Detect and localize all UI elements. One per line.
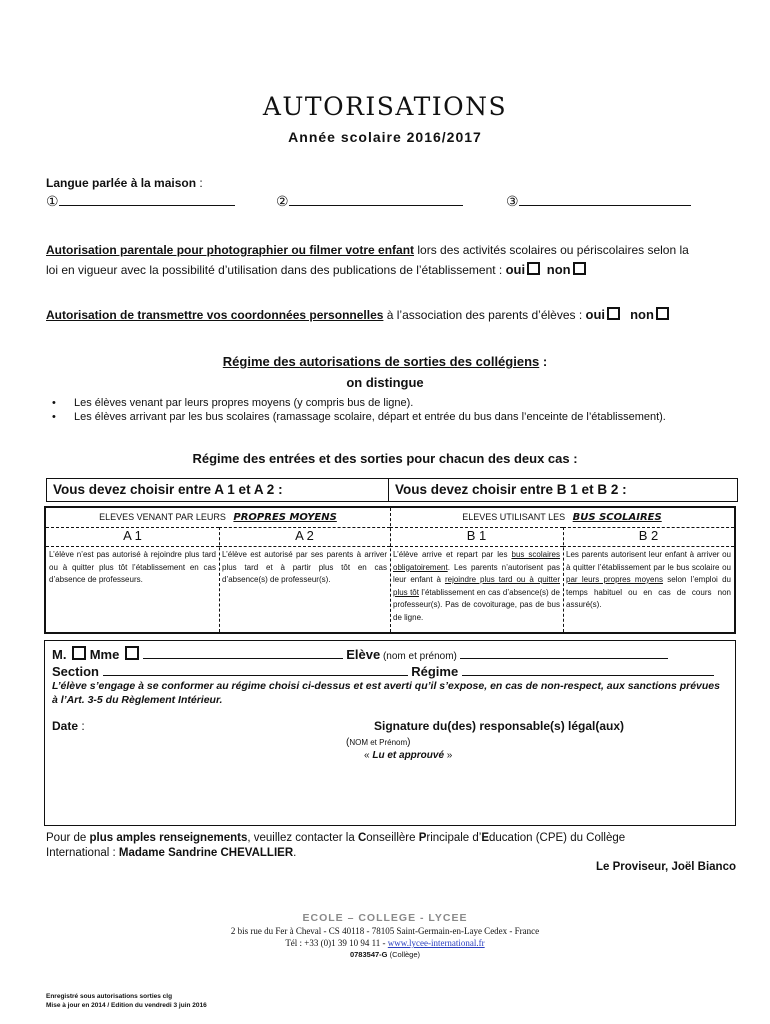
coord-text: à l’association des parents d’élèves :: [383, 308, 586, 322]
photo-non-checkbox[interactable]: [573, 262, 586, 275]
regime-title-row: [0, 354, 770, 369]
langue-row: [46, 176, 203, 190]
list-item: • Les élèves arrivant par les bus scolaires (ramassage scolaire, départ et entrée du bus dans l’enceinte de l’établissement).: [46, 411, 736, 425]
engagement-text: L’élève s’engage à se conformer au régime choisi ci-dessus et est averti qu’il s’expose, en cas de non-respect, aux sanctions prévues à l’Art. 3-5 du Règlement Intérieur.: [52, 680, 720, 706]
date-label: Date: [52, 719, 79, 733]
school-name: ECOLE – COLLEGE - LYCEE: [302, 912, 468, 924]
regime-field[interactable]: [462, 664, 714, 676]
mme-checkbox[interactable]: [125, 646, 139, 660]
m-checkbox[interactable]: [72, 646, 86, 660]
option-b2-text: Les parents autorisent leur enfant à arriver ou à quitter l’établissement par le bus scolaire ou par leurs propres moyens selon l’emploi du temps habituel ou en cas de cours non assuré(s).: [566, 550, 731, 609]
coord-non-checkbox[interactable]: [656, 307, 669, 320]
section-row: [52, 664, 714, 679]
photo-text2: loi en vigueur avec la possibilité d’utilisation dans des publications de l’établissement :: [46, 263, 506, 277]
langue-suffix: :: [196, 176, 203, 190]
option-a1-code[interactable]: A 1: [46, 527, 219, 547]
circled-two-icon: ②: [276, 193, 289, 209]
regime-title: Régime des autorisations de sorties des collégiens: [222, 354, 540, 369]
langue-label: Langue parlée à la maison: [46, 176, 197, 190]
choose-box: [46, 478, 738, 502]
regime-title-suffix: :: [539, 354, 548, 369]
coord-oui-label: oui: [585, 307, 606, 322]
options-grid: [44, 506, 736, 634]
entrees-title: Régime des entrées et des sorties pour chacun des deux cas :: [192, 451, 578, 466]
coord-oui-checkbox[interactable]: [607, 307, 620, 320]
mme-label: Mme: [89, 647, 120, 662]
photo-authorization: [46, 241, 738, 280]
photo-text1: lors des activités scolaires ou périscolaires selon la: [414, 243, 689, 257]
photo-title: Autorisation parentale pour photographier ou filmer votre enfant: [46, 243, 415, 257]
regime-label: Régime: [411, 664, 459, 679]
option-a2-text: L’élève est autorisé par ses parents à arriver plus tard et à partir plus tôt en cas d’absence(s) de professeur(s).: [222, 550, 387, 584]
civility-row: [52, 646, 668, 662]
lu-approuve: « Lu et approuvé »: [364, 750, 453, 761]
choose-b-label: Vous devez choisir entre B 1 et B 2 :: [395, 482, 627, 497]
choose-a-label: Vous devez choisir entre A 1 et A 2 :: [47, 479, 389, 501]
section-field[interactable]: [103, 664, 408, 676]
proviseur-signature: Le Proviseur, Joël Bianco: [596, 861, 736, 873]
registration-notes: Enregistré sous autorisations sorties clg Mise à jour en 2014 / Edition du vendredi 3 juin 2016: [46, 993, 207, 1009]
grid-head-bus-scolaires: ELEVES UTILISANT LES BUS SCOLAIRES: [462, 512, 662, 523]
list-item: • Les élèves venant par leurs propres moyens (y compris bus de ligne).: [46, 397, 736, 411]
m-label: M.: [52, 647, 67, 662]
regime-bullet-list: [46, 397, 736, 424]
contact-text: Pour de plus amples renseignements, veuillez contacter la Conseillère Principale d’Education (CPE) du Collège International : Madame Sandrine CHEVALLIER.: [46, 832, 626, 859]
grid-head-propres-moyens: ELEVES VENANT PAR LEURS PROPRES MOYENS: [99, 512, 337, 523]
coord-title: Autorisation de transmettre vos coordonnées personnelles: [46, 308, 384, 322]
school-tel-row: [0, 938, 770, 948]
coord-authorization: [46, 307, 669, 322]
nom-prenom-note: (NOM et Prénom): [346, 737, 411, 748]
coord-non-label: non: [630, 307, 654, 322]
langue-field-2[interactable]: [276, 193, 463, 210]
option-b1-text: L’élève arrive et repart par les bus scolaires obligatoirement. Les parents n’autorisent pas leur enfant à rejoindre plus tard ou à quitter plus tôt l’établissement en cas d’absence(s) de professeur(s). Pas de covoiturage, pas de bus de ligne.: [393, 550, 561, 622]
circled-one-icon: ①: [46, 193, 59, 209]
cpe-name: Madame Sandrine CHEVALLIER: [118, 847, 294, 859]
eleve-note: (nom et prénom): [380, 651, 460, 662]
school-code: 0783547-G: [349, 950, 388, 959]
section-label: Section: [52, 664, 99, 679]
regime-distingue: on distingue: [346, 375, 424, 390]
eleve-name-field[interactable]: [460, 647, 668, 659]
circled-three-icon: ③: [506, 193, 519, 209]
eleve-label: Elève: [346, 647, 381, 662]
signature-label: Signature du(des) responsable(s) légal(aux): [374, 719, 625, 733]
option-b2-code[interactable]: B 2: [563, 527, 734, 547]
parent-name-field[interactable]: [143, 647, 343, 659]
page-subtitle: Année scolaire 2016/2017: [288, 129, 482, 145]
date-row: Date :: [52, 719, 85, 733]
school-website-link[interactable]: www.lycee-international.fr: [387, 938, 485, 948]
photo-non-label: non: [546, 262, 571, 277]
school-tel: Tél : +33 (0)1 39 10 94 11 -: [285, 938, 388, 948]
photo-oui-checkbox[interactable]: [527, 262, 540, 275]
option-a1-text: L’élève n’est pas autorisé à rejoindre plus tard ou à quitter plus tôt l’établissement en cas d’absence de professeurs.: [49, 550, 216, 584]
langue-field-3[interactable]: [506, 193, 691, 210]
school-code-row: 0783547-G (Collège): [349, 950, 421, 959]
option-a2-code[interactable]: A 2: [219, 527, 390, 547]
option-b1-code[interactable]: B 1: [390, 527, 563, 547]
photo-oui-label: oui: [505, 262, 526, 277]
langue-field-1[interactable]: [46, 193, 235, 210]
school-address: 2 bis rue du Fer à Cheval - CS 40118 - 78105 Saint-Germain-en-Laye Cedex - France: [230, 926, 540, 936]
page-title: AUTORISATIONS: [262, 92, 508, 121]
